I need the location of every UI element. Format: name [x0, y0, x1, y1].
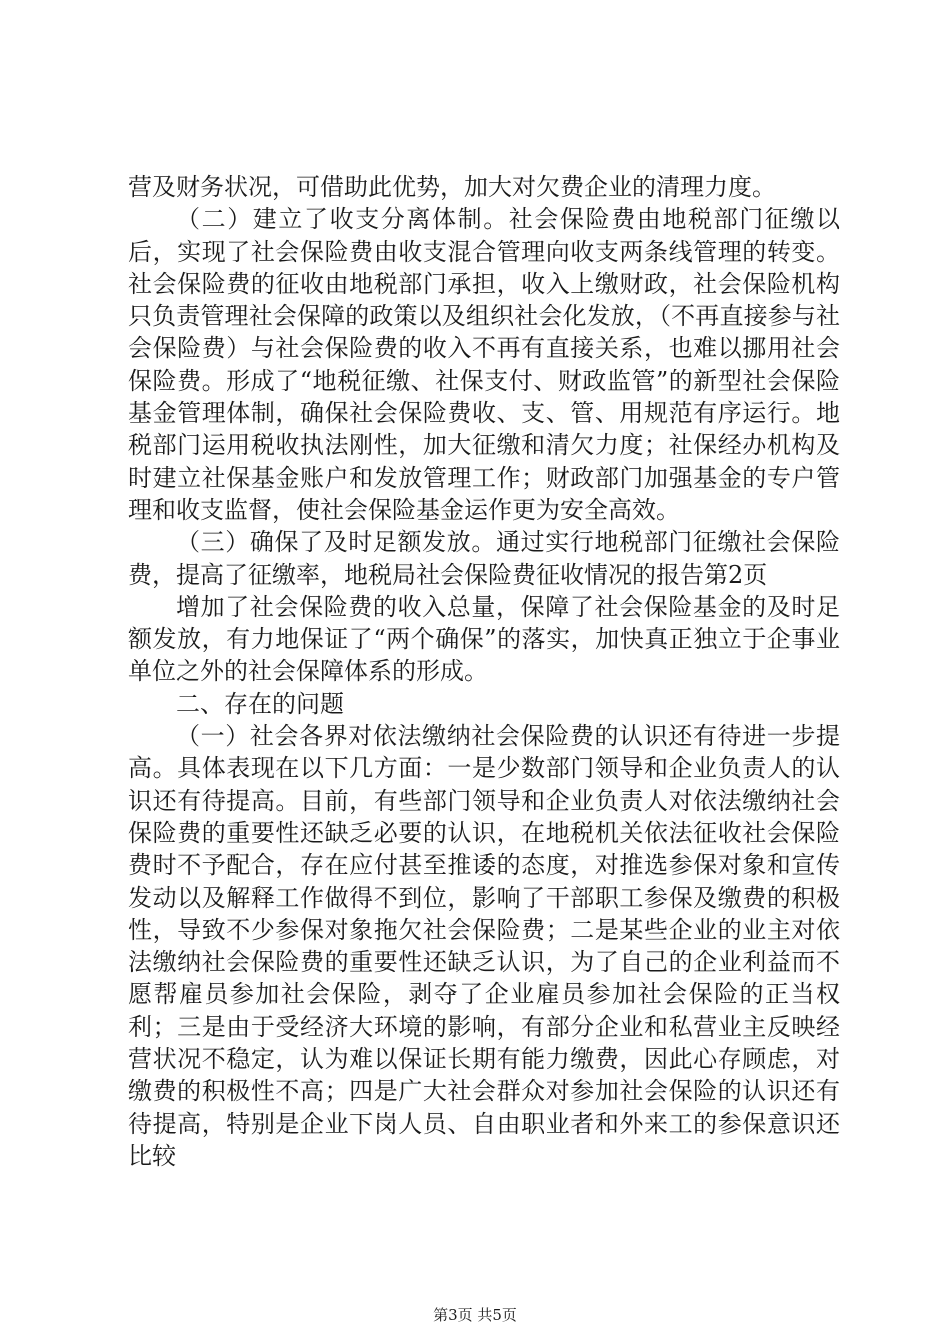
document-body: [128, 171, 840, 1172]
paragraph-continuation: 营及财务状况，可借助此优势，加大对欠费企业的清理力度。: [128, 173, 776, 201]
paragraph-section-2: （二）建立了收支分离体制。社会保险费由地税部门征缴以后，实现了社会保险费由收支混合管理向收支两条线管理的转变。社会保险费的征收由地税部门承担，收入上缴财政，社会保险机构只负责管理社会保障的政策以及组织社会化发放，（不再直接参与社会保险费）与社会保险费的收入不再有直接关系，也难以挪用社会保险费。形成了“地税征缴、社保支付、财政监管”的新型社会保险基金管理体制，确保社会保险费收、支、管、用规范有序运行。地税部门运用税收执法刚性，加大征缴和清欠力度；社保经办机构及时建立社保基金账户和发放管理工作；财政部门加强基金的专户管理和收支监督，使社会保险基金运作更为安全高效。: [128, 205, 840, 524]
section-heading-problems: 二、存在的问题: [176, 689, 344, 718]
page-footer: 第3页 共5页: [433, 1306, 517, 1324]
paragraph-problem-1: （一）社会各界对依法缴纳社会保险费的认识还有待进一步提高。具体表现在以下几方面：一是少数部门领导和企业负责人的认识还有待提高。目前，有些部门领导和企业负责人对依法缴纳社会保险费的重要性还缺乏必要的认识，在地税机关依法征收社会保险费时不予配合，存在应付甚至推诿的态度，对推选参保对象和宣传发动以及解释工作做得不到位，影响了干部职工参保及缴费的积极性，导致不少参保对象拖欠社会保险费；二是某些企业的业主对依法缴纳社会保险费的重要性还缺乏认识，为了自己的企业利益而不愿帮雇员参加社会保险，剥夺了企业雇员参加社会保险的正当权利；三是由于受经济大环境的影响，有部分企业和私营业主反映经营状况不稳定，认为难以保证长期有能力缴费，因此心存顾虑，对缴费的积极性不高；四是广大社会群众对参加社会保险的认识还有待提高，特别是企业下岗人员、自由职业者和外来工的参保意识还比较: [128, 722, 840, 1170]
paragraph-section-3: （三）确保了及时足额发放。通过实行地税部门征缴社会保险费，提高了征缴率，地税局社会保险费征收情况的报告第2页: [128, 528, 840, 589]
paragraph-section-3-continued: 增加了社会保险费的收入总量，保障了社会保险基金的及时足额发放，有力地保证了“两个确保”的落实，加快真正独立于企事业单位之外的社会保障体系的形成。: [128, 592, 840, 686]
